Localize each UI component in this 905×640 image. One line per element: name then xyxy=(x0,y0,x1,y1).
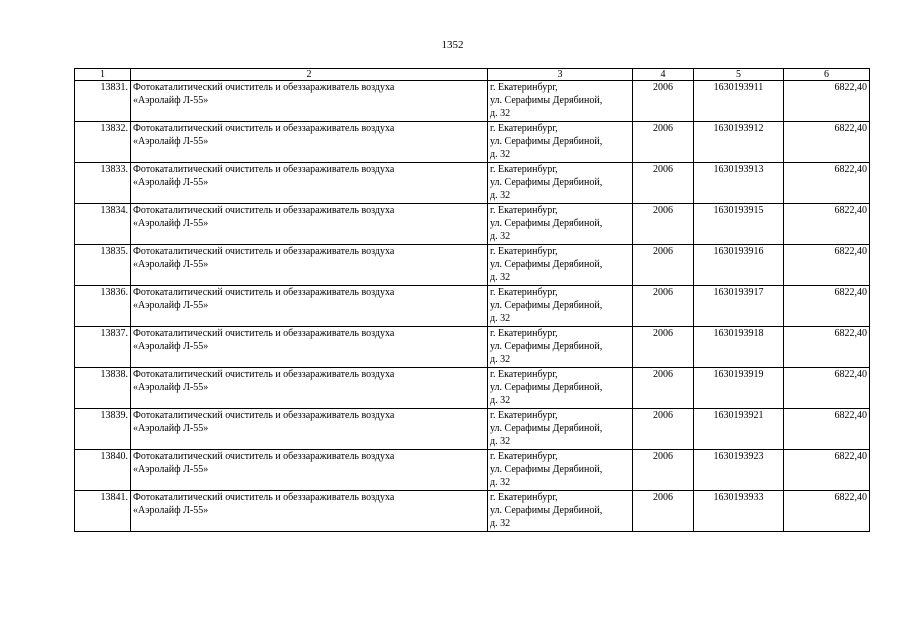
item-model-line: «Аэролайф Л-55» xyxy=(133,423,209,435)
column-header: 3 xyxy=(488,69,633,81)
address-street: ул. Серафимы Дерябиной, xyxy=(490,136,603,148)
table-row xyxy=(75,368,870,409)
item-year: 2006 xyxy=(633,368,694,409)
record-number: 13833. xyxy=(75,163,131,204)
address-building: д. 32 xyxy=(490,108,511,120)
item-year: 2006 xyxy=(633,286,694,327)
item-year: 2006 xyxy=(633,491,694,532)
column-header: 2 xyxy=(131,69,488,81)
record-number: 13839. xyxy=(75,409,131,450)
record-number: 13834. xyxy=(75,204,131,245)
table-row xyxy=(75,204,870,245)
inventory-number: 1630193912 xyxy=(694,122,784,163)
item-name-line: Фотокаталитический очиститель и обеззараживатель воздуха xyxy=(133,369,395,380)
address-city: г. Екатеринбург, xyxy=(490,451,558,462)
item-cost: 6822,40 xyxy=(784,409,870,450)
address-city: г. Екатеринбург, xyxy=(490,492,558,503)
address-street: ул. Серафимы Дерябиной, xyxy=(490,423,603,435)
item-name-line: Фотокаталитический очиститель и обеззараживатель воздуха xyxy=(133,82,395,93)
item-address xyxy=(488,163,633,204)
item-name-line: Фотокаталитический очиститель и обеззараживатель воздуха xyxy=(133,164,395,175)
table-row xyxy=(75,122,870,163)
address-building: д. 32 xyxy=(490,395,511,407)
inventory-number: 1630193911 xyxy=(694,81,784,122)
record-number: 13836. xyxy=(75,286,131,327)
table-row xyxy=(75,327,870,368)
item-cost: 6822,40 xyxy=(784,122,870,163)
table-row xyxy=(75,409,870,450)
table-row xyxy=(75,450,870,491)
item-name-line: Фотокаталитический очиститель и обеззараживатель воздуха xyxy=(133,123,395,134)
record-number: 13841. xyxy=(75,491,131,532)
address-street: ул. Серафимы Дерябиной, xyxy=(490,218,603,230)
table-row xyxy=(75,81,870,122)
address-city: г. Екатеринбург, xyxy=(490,205,558,216)
item-cost: 6822,40 xyxy=(784,245,870,286)
inventory-number: 1630193917 xyxy=(694,286,784,327)
address-building: д. 32 xyxy=(490,354,511,366)
record-number: 13831. xyxy=(75,81,131,122)
item-year: 2006 xyxy=(633,450,694,491)
column-number-row xyxy=(75,69,870,81)
address-building: д. 32 xyxy=(490,190,511,202)
record-number: 13840. xyxy=(75,450,131,491)
address-street: ул. Серафимы Дерябиной, xyxy=(490,505,603,517)
record-number: 13838. xyxy=(75,368,131,409)
item-address xyxy=(488,409,633,450)
item-name xyxy=(131,245,488,286)
address-city: г. Екатеринбург, xyxy=(490,410,558,421)
inventory-number: 1630193913 xyxy=(694,163,784,204)
item-year: 2006 xyxy=(633,122,694,163)
item-model-line: «Аэролайф Л-55» xyxy=(133,95,209,107)
table-row xyxy=(75,491,870,532)
item-cost: 6822,40 xyxy=(784,450,870,491)
item-cost: 6822,40 xyxy=(784,286,870,327)
item-year: 2006 xyxy=(633,204,694,245)
address-street: ул. Серафимы Дерябиной, xyxy=(490,95,603,107)
item-model-line: «Аэролайф Л-55» xyxy=(133,136,209,148)
item-address xyxy=(488,450,633,491)
item-name xyxy=(131,368,488,409)
page-number: 1352 xyxy=(441,39,464,51)
item-cost: 6822,40 xyxy=(784,491,870,532)
item-cost: 6822,40 xyxy=(784,81,870,122)
item-name xyxy=(131,491,488,532)
column-header: 1 xyxy=(75,69,131,81)
address-building: д. 32 xyxy=(490,149,511,161)
address-city: г. Екатеринбург, xyxy=(490,328,558,339)
address-city: г. Екатеринбург, xyxy=(490,369,558,380)
table-row xyxy=(75,245,870,286)
address-city: г. Екатеринбург, xyxy=(490,123,558,134)
item-address xyxy=(488,81,633,122)
address-building: д. 32 xyxy=(490,313,511,325)
item-year: 2006 xyxy=(633,163,694,204)
item-address xyxy=(488,286,633,327)
item-name xyxy=(131,409,488,450)
item-year: 2006 xyxy=(633,81,694,122)
item-model-line: «Аэролайф Л-55» xyxy=(133,464,209,476)
registry-table xyxy=(74,68,870,532)
inventory-number: 1630193915 xyxy=(694,204,784,245)
item-cost: 6822,40 xyxy=(784,327,870,368)
item-name-line: Фотокаталитический очиститель и обеззараживатель воздуха xyxy=(133,246,395,257)
item-name xyxy=(131,163,488,204)
address-street: ул. Серафимы Дерябиной, xyxy=(490,341,603,353)
item-cost: 6822,40 xyxy=(784,204,870,245)
item-address xyxy=(488,327,633,368)
item-name-line: Фотокаталитический очиститель и обеззараживатель воздуха xyxy=(133,492,395,503)
item-name-line: Фотокаталитический очиститель и обеззараживатель воздуха xyxy=(133,410,395,421)
item-model-line: «Аэролайф Л-55» xyxy=(133,259,209,271)
inventory-number: 1630193916 xyxy=(694,245,784,286)
inventory-number: 1630193921 xyxy=(694,409,784,450)
address-street: ул. Серафимы Дерябиной, xyxy=(490,177,603,189)
address-city: г. Екатеринбург, xyxy=(490,287,558,298)
item-cost: 6822,40 xyxy=(784,163,870,204)
table-row xyxy=(75,286,870,327)
column-header: 5 xyxy=(694,69,784,81)
address-city: г. Екатеринбург, xyxy=(490,246,558,257)
item-year: 2006 xyxy=(633,327,694,368)
item-cost: 6822,40 xyxy=(784,368,870,409)
item-name-line: Фотокаталитический очиститель и обеззараживатель воздуха xyxy=(133,205,395,216)
record-number: 13837. xyxy=(75,327,131,368)
item-address xyxy=(488,491,633,532)
column-header: 4 xyxy=(633,69,694,81)
address-city: г. Екатеринбург, xyxy=(490,164,558,175)
item-model-line: «Аэролайф Л-55» xyxy=(133,505,209,517)
item-model-line: «Аэролайф Л-55» xyxy=(133,218,209,230)
item-name xyxy=(131,122,488,163)
item-model-line: «Аэролайф Л-55» xyxy=(133,382,209,394)
item-name xyxy=(131,81,488,122)
item-name xyxy=(131,286,488,327)
address-street: ул. Серафимы Дерябиной, xyxy=(490,300,603,312)
address-building: д. 32 xyxy=(490,231,511,243)
item-address xyxy=(488,245,633,286)
record-number: 13835. xyxy=(75,245,131,286)
address-city: г. Екатеринбург, xyxy=(490,82,558,93)
item-model-line: «Аэролайф Л-55» xyxy=(133,300,209,312)
item-address xyxy=(488,368,633,409)
item-name xyxy=(131,450,488,491)
item-name-line: Фотокаталитический очиститель и обеззараживатель воздуха xyxy=(133,287,395,298)
inventory-number: 1630193933 xyxy=(694,491,784,532)
address-building: д. 32 xyxy=(490,477,511,489)
item-name-line: Фотокаталитический очиститель и обеззараживатель воздуха xyxy=(133,451,395,462)
column-header: 6 xyxy=(784,69,870,81)
item-model-line: «Аэролайф Л-55» xyxy=(133,177,209,189)
item-name-line: Фотокаталитический очиститель и обеззараживатель воздуха xyxy=(133,328,395,339)
inventory-number: 1630193919 xyxy=(694,368,784,409)
item-year: 2006 xyxy=(633,409,694,450)
item-address xyxy=(488,122,633,163)
item-name xyxy=(131,204,488,245)
address-street: ул. Серафимы Дерябиной, xyxy=(490,382,603,394)
item-model-line: «Аэролайф Л-55» xyxy=(133,341,209,353)
address-building: д. 32 xyxy=(490,518,511,530)
inventory-number: 1630193918 xyxy=(694,327,784,368)
item-year: 2006 xyxy=(633,245,694,286)
item-name xyxy=(131,327,488,368)
table-row xyxy=(75,163,870,204)
address-building: д. 32 xyxy=(490,272,511,284)
record-number: 13832. xyxy=(75,122,131,163)
address-street: ул. Серафимы Дерябиной, xyxy=(490,259,603,271)
address-street: ул. Серафимы Дерябиной, xyxy=(490,464,603,476)
address-building: д. 32 xyxy=(490,436,511,448)
inventory-number: 1630193923 xyxy=(694,450,784,491)
item-address xyxy=(488,204,633,245)
